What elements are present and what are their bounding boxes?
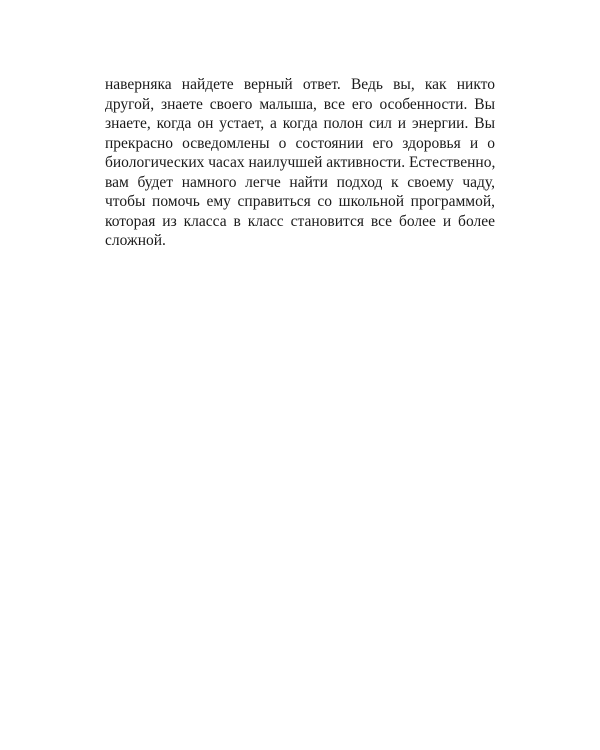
paragraph-line: чтобы помочь ему справиться со школьной программой,	[105, 193, 495, 210]
paragraph-line: другой, знаете своего малыша, все его особенности. Вы	[105, 95, 495, 113]
paragraph-line: знаете, когда он устает, а когда полон сил и энергии. Вы	[105, 115, 495, 132]
paragraph-line: сложной.	[105, 232, 166, 249]
paragraph-line: вам будет намного легче найти подход к своему чаду,	[105, 173, 495, 191]
paragraph-line: наверняка найдете верный ответ. Ведь вы, как никто	[105, 76, 495, 93]
paragraph-line: биологических часах наилучшей активности. Естественно,	[105, 154, 496, 171]
paragraph-line: которая из класса в класс становится все более и более	[105, 212, 495, 230]
paragraph	[105, 75, 495, 251]
paragraph-line: прекрасно осведомлены о состоянии его здоровья и о	[105, 134, 495, 152]
